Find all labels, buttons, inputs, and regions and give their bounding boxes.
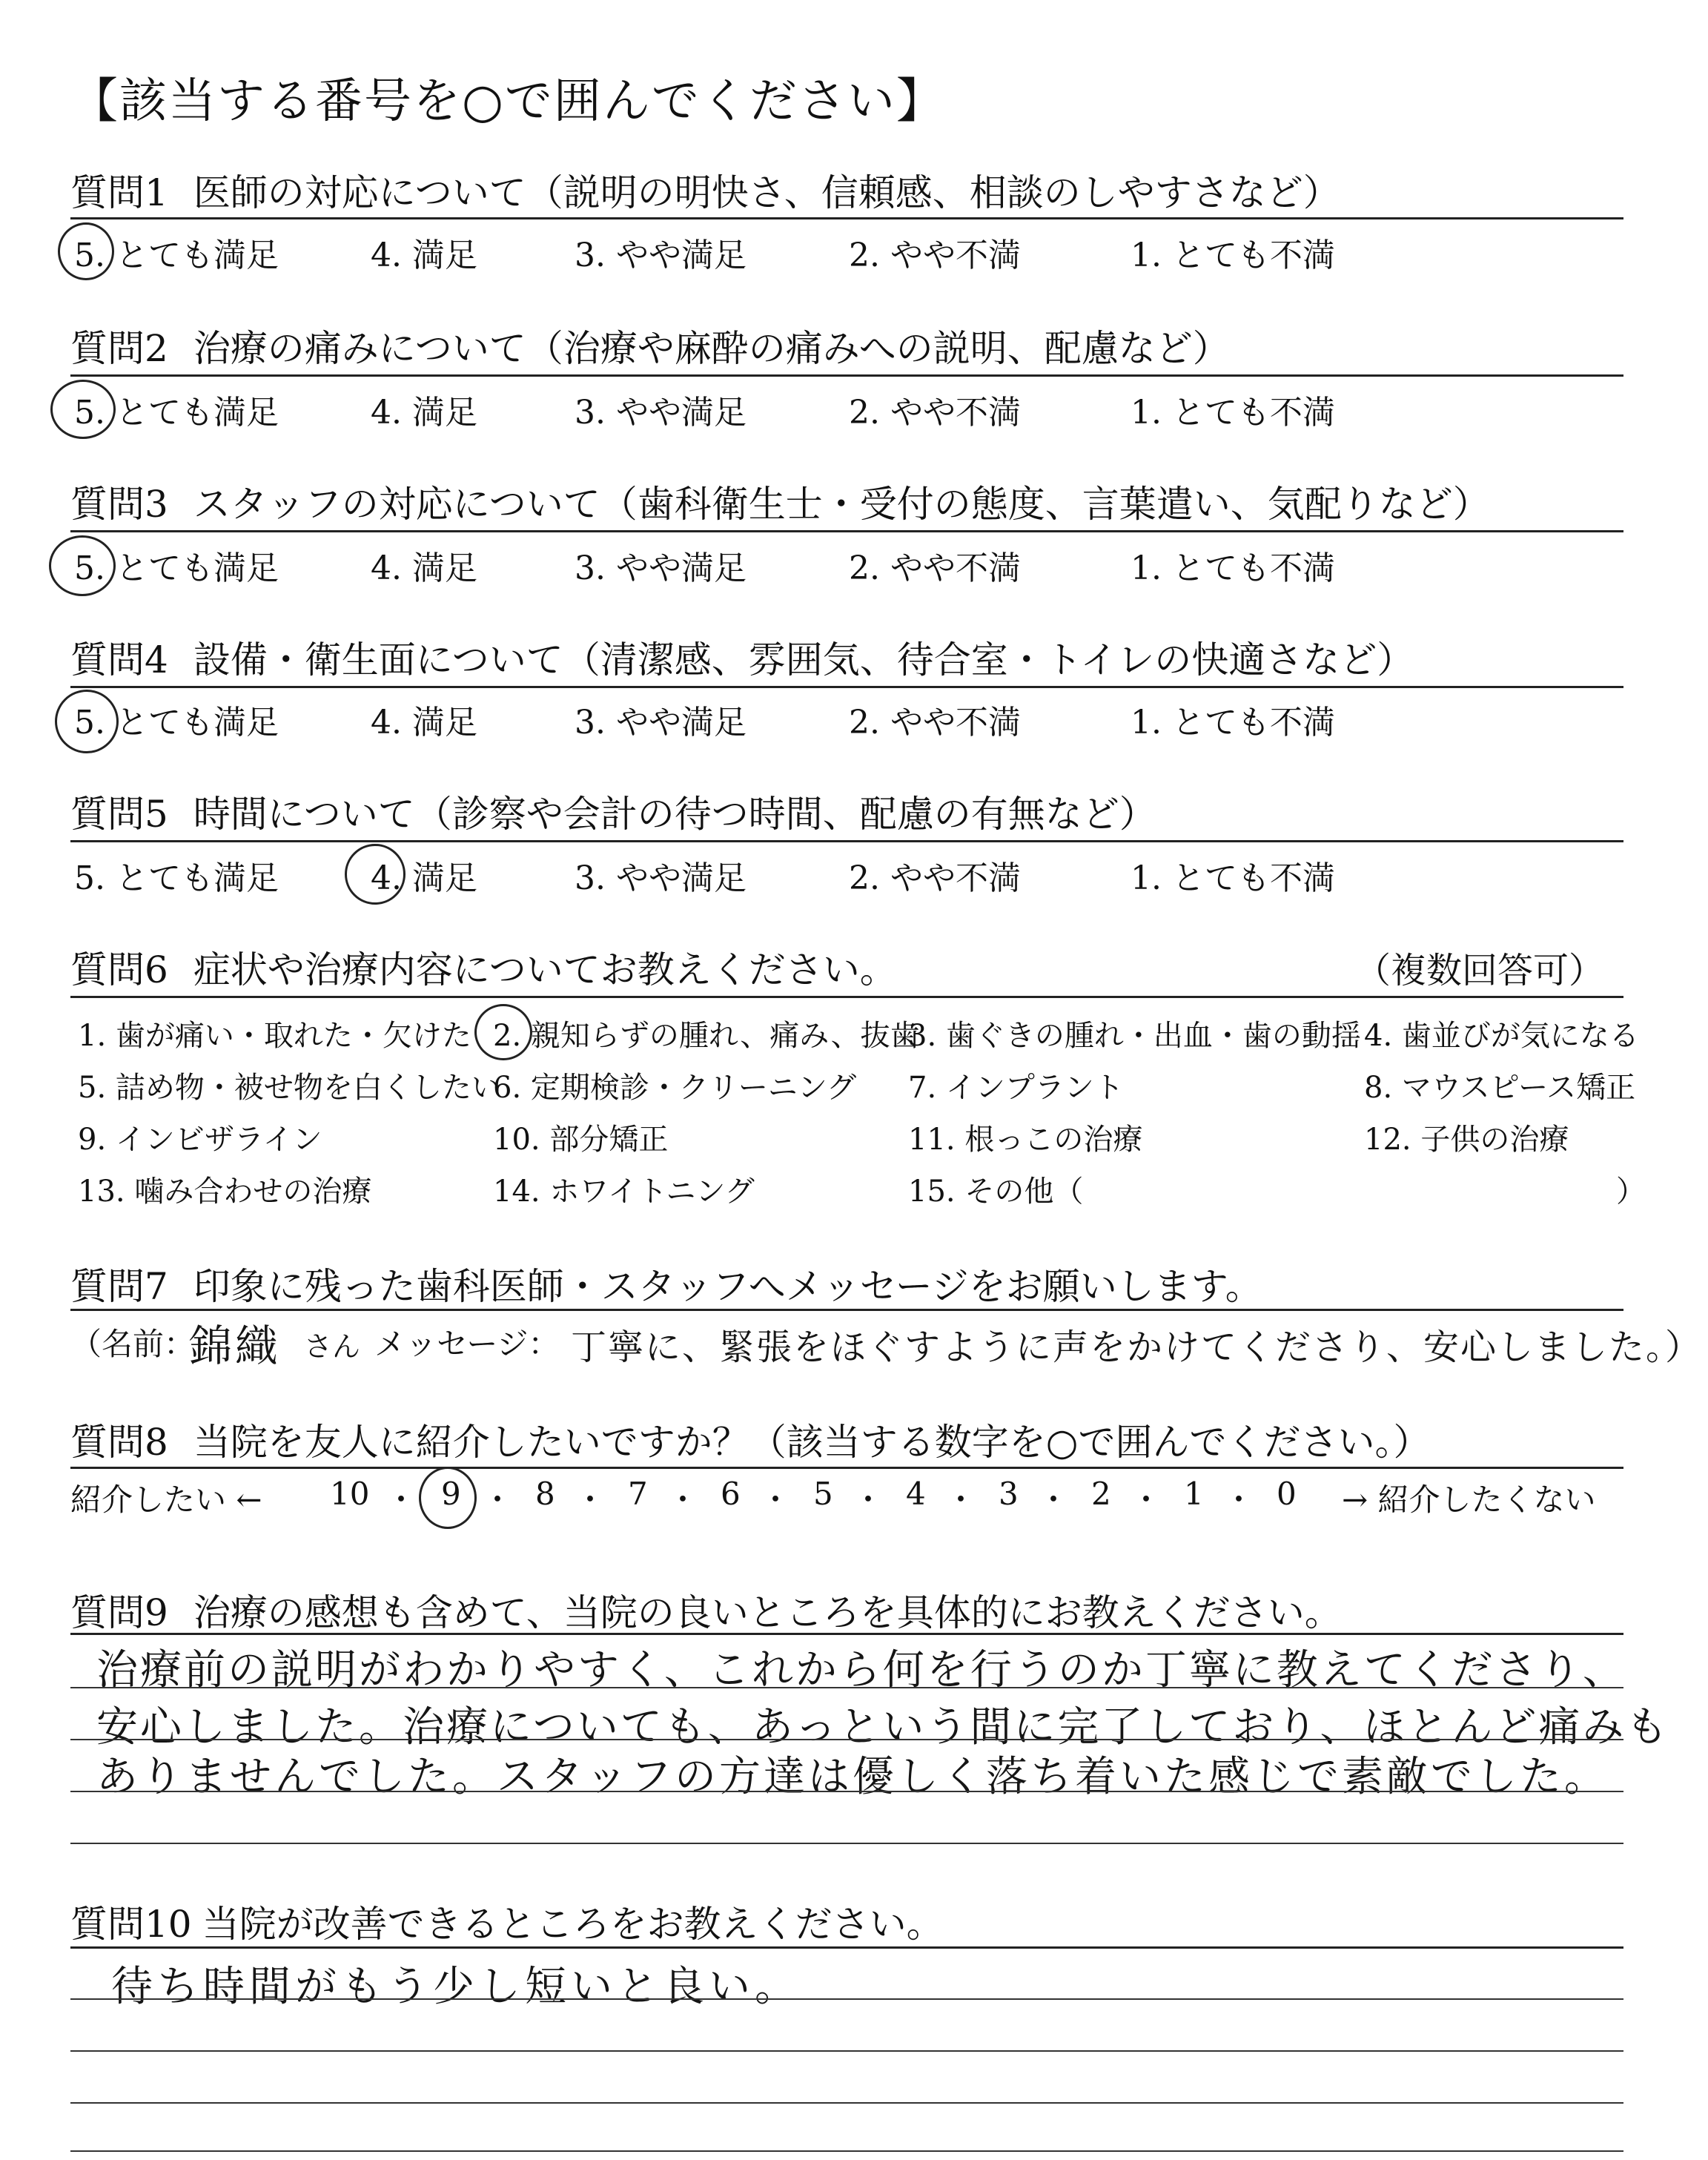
question-7-text: 印象に残った歯科医師・スタッフへメッセージをお願いします。 bbox=[193, 1265, 1262, 1308]
question-5-text: 時間について（診察や会計の待つ時間、配慮の有無など） bbox=[193, 793, 1156, 836]
q8-scale-5[interactable]: 5 bbox=[813, 1476, 833, 1512]
q9-answer-line-1[interactable]: 治療前の説明がわかりやすく、これから何を行うのか丁寧に教えてくださり、 bbox=[96, 1646, 1626, 1694]
q5-option-2[interactable]: 2. やや不満 bbox=[849, 859, 1021, 897]
question-3-number: 質問3 bbox=[70, 483, 168, 526]
q6-item-4[interactable]: 4. 歯並びが気になる bbox=[1364, 1019, 1639, 1053]
question-1-rule bbox=[70, 217, 1623, 219]
q4-option-4[interactable]: 4. 満足 bbox=[371, 704, 477, 742]
question-7-title bbox=[70, 1257, 1262, 1310]
q6-item-13[interactable]: 13. 噛み合わせの治療 bbox=[78, 1175, 372, 1209]
question-6-text: 症状や治療内容についてお教えください。 bbox=[193, 948, 897, 991]
q8-dot: ・ bbox=[1038, 1482, 1070, 1518]
q2-option-4[interactable]: 4. 満足 bbox=[371, 394, 477, 432]
q3-option-2[interactable]: 2. やや不満 bbox=[849, 549, 1021, 587]
question-9-text: 治療の感想も含めて、当院の良いところを具体的にお教えください。 bbox=[193, 1591, 1342, 1634]
q8-scale-9[interactable]: 9 bbox=[441, 1476, 461, 1512]
question-4-number: 質問4 bbox=[70, 638, 168, 681]
q1-option-3[interactable]: 3. やや満足 bbox=[575, 237, 747, 274]
question-9-number: 質問9 bbox=[70, 1591, 168, 1634]
question-8-number: 質問8 bbox=[70, 1421, 168, 1464]
q4-option-5[interactable]: 5. とても満足 bbox=[74, 704, 279, 742]
q6-item-1[interactable]: 1. 歯が痛い・取れた・欠けた bbox=[78, 1019, 471, 1053]
q5-option-3[interactable]: 3. やや満足 bbox=[575, 859, 747, 897]
q6-item-10[interactable]: 10. 部分矯正 bbox=[493, 1123, 669, 1157]
q8-dot: ・ bbox=[853, 1482, 884, 1518]
q4-option-1[interactable]: 1. とても不満 bbox=[1131, 704, 1335, 742]
q6-item-3[interactable]: 3. 歯ぐきの腫れ・出血・歯の動揺 bbox=[908, 1019, 1361, 1053]
question-6-title bbox=[70, 940, 897, 994]
question-3-title bbox=[70, 475, 1490, 528]
question-2-rule bbox=[70, 374, 1623, 377]
q8-dot: ・ bbox=[482, 1482, 514, 1518]
q8-dot: ・ bbox=[667, 1482, 699, 1518]
q6-item-15-close: ） bbox=[1616, 1175, 1646, 1209]
q8-scale-8[interactable]: 8 bbox=[535, 1476, 555, 1512]
question-6-number: 質問6 bbox=[70, 948, 168, 991]
q8-dot: ・ bbox=[575, 1482, 606, 1518]
question-1-text: 医師の対応について（説明の明快さ、信頼感、相談のしやすさなど） bbox=[193, 171, 1340, 214]
q8-scale-2[interactable]: 2 bbox=[1091, 1476, 1111, 1512]
q8-scale-4[interactable]: 4 bbox=[906, 1476, 926, 1512]
q10-line-rule-3 bbox=[70, 2102, 1623, 2104]
q8-left-label: 紹介したい ← bbox=[70, 1482, 262, 1518]
q8-scale-1[interactable]: 1 bbox=[1184, 1476, 1204, 1512]
q6-item-15[interactable]: 15. その他（ bbox=[908, 1175, 1084, 1209]
q8-scale-6[interactable]: 6 bbox=[721, 1476, 741, 1512]
question-10-title bbox=[70, 1895, 944, 1948]
q1-option-1[interactable]: 1. とても不満 bbox=[1131, 237, 1335, 274]
q8-dot: ・ bbox=[945, 1482, 977, 1518]
q3-option-1[interactable]: 1. とても不満 bbox=[1131, 549, 1335, 587]
q5-option-4[interactable]: 4. 満足 bbox=[371, 859, 477, 897]
question-1-number: 質問1 bbox=[70, 171, 168, 214]
q8-right-label: → 紹介したくない bbox=[1342, 1482, 1596, 1518]
q8-scale bbox=[70, 1476, 1627, 1520]
q9-line-rule-2 bbox=[70, 1739, 1623, 1740]
q10-line-rule-1 bbox=[70, 1998, 1623, 2000]
q6-item-14[interactable]: 14. ホワイトニング bbox=[493, 1175, 755, 1209]
q1-option-4[interactable]: 4. 満足 bbox=[371, 237, 477, 274]
question-8-text: 当院を友人に紹介したいですか？（該当する数字を○で囲んでください。） bbox=[193, 1421, 1431, 1464]
q5-option-1[interactable]: 1. とても不満 bbox=[1131, 859, 1335, 897]
q6-item-7[interactable]: 7. インプラント bbox=[908, 1071, 1124, 1105]
question-2-text: 治療の痛みについて（治療や麻酔の痛みへの説明、配慮など） bbox=[193, 327, 1230, 370]
q3-option-4[interactable]: 4. 満足 bbox=[371, 549, 477, 587]
q6-item-8[interactable]: 8. マウスピース矯正 bbox=[1364, 1071, 1636, 1105]
question-7-rule bbox=[70, 1309, 1623, 1311]
q5-option-5[interactable]: 5. とても満足 bbox=[74, 859, 279, 897]
q6-item-12[interactable]: 12. 子供の治療 bbox=[1364, 1123, 1569, 1157]
q6-item-11[interactable]: 11. 根っこの治療 bbox=[908, 1123, 1143, 1157]
question-1-title bbox=[70, 163, 1340, 217]
q7-name-value[interactable]: 錦織 bbox=[189, 1321, 282, 1371]
q2-option-2[interactable]: 2. やや不満 bbox=[849, 394, 1021, 432]
question-3-text: スタッフの対応について（歯科衛生士・受付の態度、言葉遣い、気配りなど） bbox=[193, 483, 1490, 526]
q9-line-rule-4 bbox=[70, 1843, 1623, 1844]
q8-scale-0[interactable]: 0 bbox=[1277, 1476, 1297, 1512]
q6-item-2[interactable]: 2. 親知らずの腫れ、痛み、抜歯 bbox=[493, 1019, 920, 1053]
q10-line-rule-4 bbox=[70, 2150, 1623, 2152]
q8-scale-10[interactable]: 10 bbox=[330, 1476, 370, 1512]
question-9-rule bbox=[70, 1633, 1623, 1635]
question-6-rule bbox=[70, 996, 1623, 998]
question-3-rule bbox=[70, 530, 1623, 532]
q2-option-1[interactable]: 1. とても不満 bbox=[1131, 394, 1335, 432]
question-10-text: 当院が改善できるところをお教えください。 bbox=[202, 1903, 944, 1946]
q10-line-rule-2 bbox=[70, 2050, 1623, 2052]
q9-line-rule-3 bbox=[70, 1791, 1623, 1792]
question-7-number: 質問7 bbox=[70, 1265, 168, 1308]
question-10-rule bbox=[70, 1946, 1623, 1949]
q4-option-3[interactable]: 3. やや満足 bbox=[575, 704, 747, 742]
q6-item-9[interactable]: 9. インビザライン bbox=[78, 1123, 322, 1157]
question-4-title bbox=[70, 630, 1414, 684]
question-9-title bbox=[70, 1583, 1342, 1636]
question-2-title bbox=[70, 319, 1230, 372]
q7-message-value[interactable]: 丁寧に、緊張をほぐすように声をかけてくださり、安心しました。） bbox=[571, 1327, 1703, 1368]
q1-option-2[interactable]: 2. やや不満 bbox=[849, 237, 1021, 274]
q9-line-rule-1 bbox=[70, 1687, 1623, 1688]
q3-option-5[interactable]: 5. とても満足 bbox=[74, 549, 279, 587]
page-heading: 【該当する番号を○で囲んでください】 bbox=[70, 74, 945, 129]
q1-option-5[interactable]: 5. とても満足 bbox=[74, 237, 279, 274]
q4-option-2[interactable]: 2. やや不満 bbox=[849, 704, 1021, 742]
q2-option-3[interactable]: 3. やや満足 bbox=[575, 394, 747, 432]
question-2-number: 質問2 bbox=[70, 327, 168, 370]
q8-dot: ・ bbox=[1223, 1482, 1255, 1518]
q8-scale-3[interactable]: 3 bbox=[999, 1476, 1019, 1512]
question-10-number: 質問10 bbox=[70, 1903, 192, 1946]
q8-dot: ・ bbox=[760, 1482, 792, 1518]
question-8-rule bbox=[70, 1467, 1623, 1469]
q7-name-label: （名前： bbox=[70, 1326, 196, 1362]
question-6-multiple-note: （複数回答可） bbox=[1354, 950, 1604, 991]
q10-answer-line-1[interactable]: 待ち時間がもう少し短いと良い。 bbox=[111, 1963, 801, 2011]
q6-item-5[interactable]: 5. 詰め物・被せ物を白くしたい bbox=[78, 1071, 501, 1105]
question-4-rule bbox=[70, 686, 1623, 688]
question-4-text: 設備・衛生面について（清潔感、雰囲気、待合室・トイレの快適さなど） bbox=[193, 638, 1414, 681]
question-5-rule bbox=[70, 840, 1623, 842]
q8-scale-7[interactable]: 7 bbox=[628, 1476, 648, 1512]
q2-option-5[interactable]: 5. とても満足 bbox=[74, 394, 279, 432]
q6-item-6[interactable]: 6. 定期検診・クリーニング bbox=[493, 1071, 857, 1105]
q9-answer-line-3[interactable]: ありませんでした。スタッフの方達は優しく落ち着いた感じで素敵でした。 bbox=[96, 1753, 1609, 1801]
q3-option-3[interactable]: 3. やや満足 bbox=[575, 549, 747, 587]
q8-dot: ・ bbox=[1131, 1482, 1162, 1518]
q7-message-label: メッセージ： bbox=[374, 1326, 560, 1362]
question-5-number: 質問5 bbox=[70, 793, 168, 836]
q8-dot: ・ bbox=[385, 1482, 417, 1518]
question-8-title bbox=[70, 1413, 1430, 1466]
q9-answer-line-2[interactable]: 安心しました。治療についても、あっという間に完了しており、ほとんど痛みも bbox=[96, 1703, 1670, 1751]
q7-name-suffix: さん bbox=[304, 1330, 361, 1363]
question-5-title bbox=[70, 785, 1156, 838]
